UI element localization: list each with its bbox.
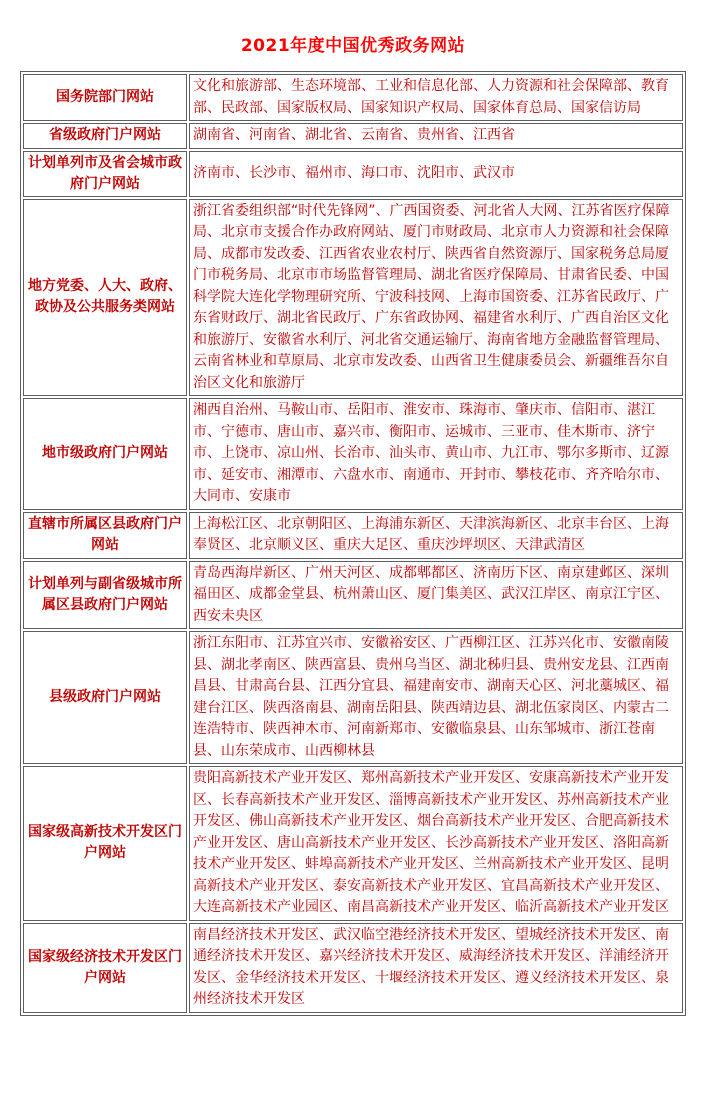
category-cell: 地方党委、人大、政府、政协及公共服务类网站 [23, 199, 187, 397]
table-row [23, 512, 683, 559]
category-cell: 县级政府门户网站 [23, 631, 187, 764]
table-row [23, 923, 683, 1013]
awards-table-body [23, 74, 683, 1013]
items-cell: 贵阳高新技术产业开发区、郑州高新技术产业开发区、安康高新技术产业开发区、长春高新技术产业开发区、淄博高新技术产业开发区、苏州高新技术产业开发区、佛山高新技术产业开发区、烟台高新技术产业开发区、合肥高新技术产业开发区、唐山高新技术产业开发区、长沙高新技术产业开发区、洛阳高新技术产业开发区、蚌埠高新技术产业开发区、兰州高新技术产业开发区、昆明高新技术产业开发区、泰安高新技术产业开发区、宜昌高新技术产业开发区、大连高新技术产业园区、南昌高新技术产业开发区、临沂高新技术产业开发区 [189, 766, 683, 921]
items-cell: 济南市、长沙市、福州市、海口市、沈阳市、武汉市 [189, 151, 683, 197]
items-cell: 湘西自治州、马鞍山市、岳阳市、淮安市、珠海市、肇庆市、信阳市、湛江市、宁德市、唐山市、嘉兴市、衡阳市、运城市、三亚市、佳木斯市、济宁市、上饶市、凉山州、长治市、汕头市、黄山市、九江市、鄂尔多斯市、辽源市、延安市、湘潭市、六盘水市、南通市、开封市、攀枝花市、齐齐哈尔市、大同市、安康市 [189, 398, 683, 510]
table-row [23, 631, 683, 764]
items-cell: 湖南省、河南省、湖北省、云南省、贵州省、江西省 [189, 123, 683, 149]
table-row [23, 199, 683, 397]
table-row [23, 561, 683, 630]
page-title: 2021年度中国优秀政务网站 [240, 36, 466, 56]
items-cell: 浙江东阳市、江苏宜兴市、安徽裕安区、广西柳江区、江苏兴化市、安徽南陵县、湖北孝南区、陕西富县、贵州乌当区、湖北秭归县、贵州安龙县、江西南昌县、甘肃高台县、江西分宜县、福建南安市、湖南天心区、河北藁城区、福建台江区、陕西洛南县、湖南岳阳县、陕西靖边县、湖北伍家岗区、内蒙古二连浩特市、陕西神木市、河南新郑市、安徽临泉县、山东邹城市、浙江苍南县、山东荣成市、山西柳林县 [189, 631, 683, 764]
table-row [23, 398, 683, 510]
table-row [23, 74, 683, 121]
category-cell: 省级政府门户网站 [23, 123, 187, 149]
table-row [23, 151, 683, 197]
items-cell: 浙江省委组织部“时代先锋网”、广西国资委、河北省人大网、江苏省医疗保障局、北京市支援合作办政府网站、厦门市财政局、北京市人力资源和社会保障局、成都市发改委、江西省农业农村厅、陕西省自然资源厅、国家税务总局厦门市税务局、北京市市场监督管理局、湖北省医疗保障局、甘肃省民委、中国科学院大连化学物理研究所、宁波科技网、上海市国资委、江苏省民政厅、广东省财政厅、湖北省民政厅、广东省政协网、福建省水利厅、广西自治区文化和旅游厅、安徽省水利厅、河北省交通运输厅、海南省地方金融监督管理局、云南省林业和草原局、北京市发改委、山西省卫生健康委员会、新疆维吾尔自治区文化和旅游厅 [189, 199, 683, 397]
items-cell: 文化和旅游部、生态环境部、工业和信息化部、人力资源和社会保障部、教育部、民政部、国家版权局、国家知识产权局、国家体育总局、国家信访局 [189, 74, 683, 121]
category-cell: 国务院部门网站 [23, 74, 187, 121]
table-row [23, 123, 683, 149]
category-cell: 地市级政府门户网站 [23, 398, 187, 510]
category-cell: 计划单列与副省级城市所属区县政府门户网站 [23, 561, 187, 630]
awards-table [20, 71, 686, 1016]
items-cell: 上海松江区、北京朝阳区、上海浦东新区、天津滨海新区、北京丰台区、上海奉贤区、北京顺义区、重庆大足区、重庆沙坪坝区、天津武清区 [189, 512, 683, 559]
category-cell: 国家级高新技术开发区门户网站 [23, 766, 187, 921]
category-cell: 国家级经济技术开发区门户网站 [23, 923, 187, 1013]
table-row [23, 766, 683, 921]
category-cell: 计划单列市及省会城市政府门户网站 [23, 151, 187, 197]
items-cell: 南昌经济技术开发区、武汉临空港经济技术开发区、望城经济技术开发区、南通经济技术开发区、嘉兴经济技术开发区、威海经济技术开发区、洋浦经济开发区、金华经济技术开发区、十堰经济技术开发区、遵义经济技术开发区、泉州经济技术开发区 [189, 923, 683, 1013]
category-cell: 直辖市所属区县政府门户网站 [23, 512, 187, 559]
items-cell: 青岛西海岸新区、广州天河区、成都郫都区、济南历下区、南京建邺区、深圳福田区、成都金堂县、杭州萧山区、厦门集美区、武汉江岸区、南京江宁区、西安未央区 [189, 561, 683, 630]
